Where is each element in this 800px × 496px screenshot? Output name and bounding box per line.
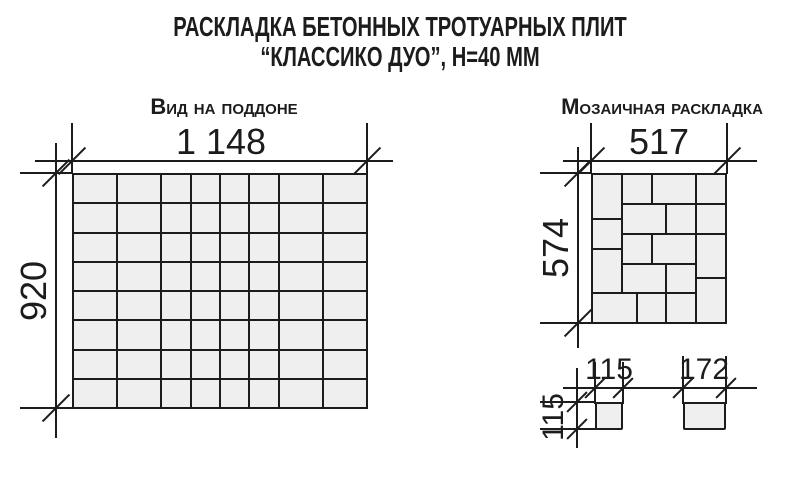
pallet-tile bbox=[191, 350, 220, 379]
mosaic-tile bbox=[622, 264, 666, 293]
pallet-tile bbox=[249, 203, 278, 232]
mosaic-tile bbox=[666, 204, 696, 234]
mosaic-tile bbox=[652, 174, 696, 204]
pallet-tile bbox=[161, 320, 190, 349]
pallet-tile bbox=[279, 262, 323, 291]
pallet-tile bbox=[117, 174, 161, 203]
pallet-tile bbox=[73, 203, 117, 232]
pallet-height-ext-top bbox=[20, 172, 73, 174]
pallet-tile bbox=[161, 174, 190, 203]
pallet-tile bbox=[279, 291, 323, 320]
pallet-width-ext-right bbox=[366, 123, 368, 174]
pallet-tile bbox=[220, 320, 249, 349]
pallet-tile bbox=[220, 379, 249, 408]
pallet-tile bbox=[117, 291, 161, 320]
pallet-grid bbox=[72, 173, 368, 409]
pallet-tile bbox=[73, 233, 117, 262]
mosaic-tile bbox=[696, 234, 726, 278]
mosaic-tile bbox=[592, 293, 637, 323]
pallet-tile bbox=[117, 262, 161, 291]
square-tile-height-label: 115 bbox=[537, 393, 570, 441]
pallet-tile bbox=[117, 350, 161, 379]
pallet-tile bbox=[73, 262, 117, 291]
pallet-view-heading: Вид на поддоне bbox=[150, 94, 298, 119]
pallet-tile bbox=[73, 350, 117, 379]
pallet-tile bbox=[323, 203, 367, 232]
pallet-tile bbox=[220, 203, 249, 232]
pallet-tile bbox=[73, 379, 117, 408]
pallet-tile bbox=[279, 203, 323, 232]
pallet-tile bbox=[161, 262, 190, 291]
mosaic-tile bbox=[696, 204, 726, 234]
mosaic-height-label: 574 bbox=[535, 217, 576, 279]
pallet-height-ext-bottom bbox=[20, 407, 73, 409]
pallet-tile bbox=[279, 320, 323, 349]
pallet-tile bbox=[249, 379, 278, 408]
mosaic-tile bbox=[622, 204, 666, 234]
square-tile-height-dim-line bbox=[576, 368, 578, 448]
pallet-tile bbox=[191, 233, 220, 262]
pallet-tile bbox=[191, 291, 220, 320]
square-tile-detail bbox=[595, 402, 623, 430]
mosaic-tile bbox=[592, 219, 622, 249]
pallet-tile bbox=[220, 291, 249, 320]
mosaic-tile bbox=[592, 174, 622, 219]
pallet-tile bbox=[191, 320, 220, 349]
pallet-tile bbox=[220, 350, 249, 379]
pallet-width-label: 1 148 bbox=[175, 121, 267, 162]
mosaic-tile bbox=[666, 264, 696, 293]
mosaic-tile bbox=[622, 174, 652, 204]
pallet-tile bbox=[323, 233, 367, 262]
mosaic-height-dim-line bbox=[577, 147, 579, 348]
pallet-tile bbox=[191, 174, 220, 203]
mosaic-tile bbox=[637, 293, 666, 323]
pallet-tile bbox=[279, 350, 323, 379]
square-tile-width-label: 115 bbox=[585, 353, 633, 386]
mosaic-tile bbox=[666, 293, 696, 323]
pallet-tile bbox=[323, 174, 367, 203]
rect-tile-width-label: 172 bbox=[678, 353, 730, 386]
pallet-tile bbox=[249, 262, 278, 291]
pallet-height-dim-line bbox=[55, 143, 57, 438]
pallet-tile bbox=[220, 174, 249, 203]
pallet-tile bbox=[323, 291, 367, 320]
pallet-tile bbox=[249, 233, 278, 262]
mosaic-view-heading: Мозаичная раскладка bbox=[561, 94, 763, 119]
mosaic-panel bbox=[591, 173, 727, 324]
pallet-tile bbox=[249, 350, 278, 379]
pallet-tile bbox=[161, 233, 190, 262]
pallet-tile bbox=[249, 174, 278, 203]
pallet-tile bbox=[249, 320, 278, 349]
page-title-line2: “КЛАССИКО ДУО”, Н=40 ММ bbox=[260, 41, 540, 72]
pallet-tile bbox=[220, 262, 249, 291]
mosaic-tile bbox=[696, 174, 726, 204]
pallet-tile bbox=[191, 379, 220, 408]
mosaic-width-label: 517 bbox=[628, 121, 690, 162]
mosaic-tile bbox=[592, 249, 622, 293]
pallet-tile bbox=[220, 233, 249, 262]
pallet-height-label: 920 bbox=[13, 260, 54, 322]
pallet-tile bbox=[161, 203, 190, 232]
pallet-tile bbox=[323, 379, 367, 408]
pallet-tile bbox=[249, 291, 278, 320]
pallet-tile bbox=[73, 174, 117, 203]
mosaic-tile bbox=[696, 278, 726, 323]
page-title bbox=[0, 12, 800, 72]
rect-tile-detail bbox=[683, 402, 726, 430]
pallet-tile bbox=[117, 379, 161, 408]
pallet-tile bbox=[279, 379, 323, 408]
pallet-tile bbox=[117, 233, 161, 262]
pallet-tile bbox=[161, 350, 190, 379]
pallet-tile bbox=[191, 203, 220, 232]
pallet-tile bbox=[323, 350, 367, 379]
pallet-tile bbox=[73, 291, 117, 320]
pallet-tile bbox=[161, 379, 190, 408]
mosaic-tile bbox=[622, 234, 652, 264]
mosaic-tile bbox=[652, 234, 696, 264]
pallet-tile bbox=[117, 203, 161, 232]
pallet-tile bbox=[279, 174, 323, 203]
pallet-tile bbox=[323, 320, 367, 349]
page-title-line1: РАСКЛАДКА БЕТОННЫХ ТРОТУАРНЫХ ПЛИТ bbox=[173, 11, 627, 42]
pallet-tile bbox=[117, 320, 161, 349]
pallet-tile bbox=[73, 320, 117, 349]
pallet-tile bbox=[191, 262, 220, 291]
pallet-tile bbox=[323, 262, 367, 291]
pallet-tile bbox=[161, 291, 190, 320]
pallet-tile bbox=[279, 233, 323, 262]
pallet-width-ext-left bbox=[71, 123, 73, 174]
